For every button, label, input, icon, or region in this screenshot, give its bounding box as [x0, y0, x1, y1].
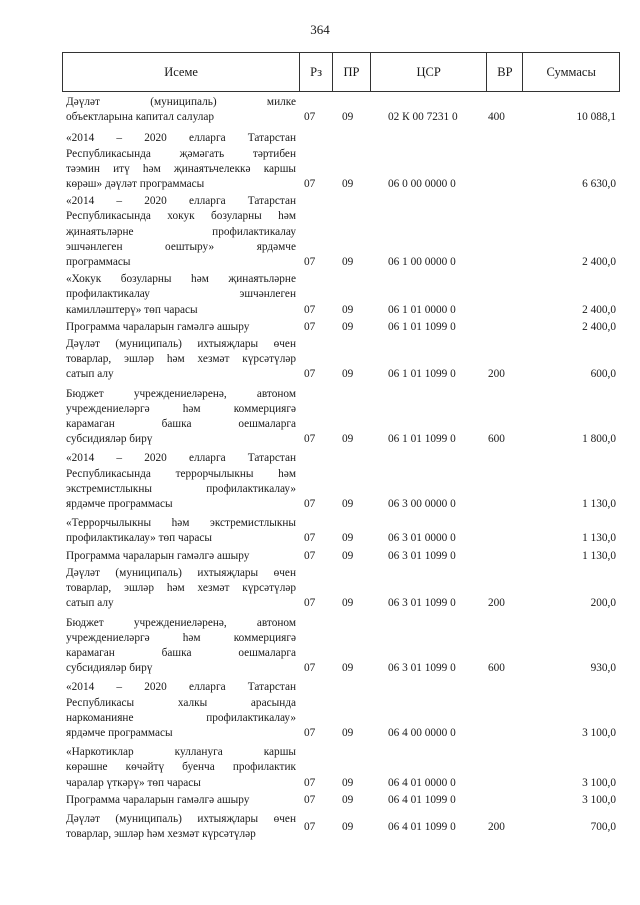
table-row [66, 680, 616, 741]
row-rz: 07 [304, 726, 316, 739]
row-name-line: «Террорчылыкны һәм экстремистлыкны [66, 517, 296, 530]
row-sum: 3 100,0 [582, 726, 616, 739]
row-csr: 06 0 00 0000 0 [388, 178, 456, 191]
row-name-line: учреждениеләргә һәм коммерциягә [66, 402, 296, 415]
row-pr: 09 [342, 498, 354, 511]
row-rz: 07 [304, 549, 316, 562]
row-rz: 07 [304, 662, 316, 675]
row-sum: 2 400,0 [582, 303, 616, 316]
row-rz: 07 [304, 368, 316, 381]
row-name-line: «Наркотиклар куллануга каршы [66, 746, 296, 759]
row-name [66, 680, 296, 741]
row-csr: 06 3 01 0000 0 [388, 532, 456, 545]
row-sum: 10 088,1 [576, 111, 616, 124]
row-pr: 09 [342, 820, 354, 833]
table-row [66, 95, 616, 125]
row-name [66, 566, 296, 612]
row-name-line: сатып алу [66, 597, 114, 610]
row-name [66, 793, 296, 808]
row-name-line: эшчәнлеген оештыру» ярдәмче [66, 240, 296, 253]
row-rz: 07 [304, 433, 316, 446]
row-pr: 09 [342, 662, 354, 675]
row-name [66, 812, 296, 842]
row-name-line: ярдәмче программасы [66, 726, 173, 739]
row-name-line: камилләштерү» төп чарасы [66, 303, 198, 316]
row-pr: 09 [342, 597, 354, 610]
row-name-line: җинаятьләрне профилактикалау [66, 225, 296, 238]
row-name [66, 320, 296, 335]
table-row [66, 387, 616, 448]
row-name-line: «2014 – 2020 елларга Татарстан [66, 132, 296, 145]
table-row [66, 745, 616, 791]
row-vr: 200 [488, 820, 505, 833]
row-csr: 06 4 01 0000 0 [388, 776, 456, 789]
table-header [62, 52, 620, 92]
table-row [66, 793, 616, 808]
row-name [66, 616, 296, 677]
row-name-line: ярдәмче программасы [66, 498, 173, 511]
table-body [66, 95, 616, 842]
row-name [66, 451, 296, 512]
row-rz: 07 [304, 532, 316, 545]
row-name-line: профилактикалау» төп чарасы [66, 532, 213, 545]
row-name [66, 549, 296, 564]
row-vr: 600 [488, 662, 505, 675]
row-csr: 06 3 01 1099 0 [388, 662, 456, 675]
table-row [66, 812, 616, 842]
row-rz: 07 [304, 597, 316, 610]
row-csr: 06 1 01 1099 0 [388, 320, 456, 333]
row-csr: 06 3 00 0000 0 [388, 498, 456, 511]
row-csr: 06 1 01 0000 0 [388, 303, 456, 316]
row-name-line: товарлар, эшләр һәм хезмәт күрсәтүләр [66, 353, 296, 366]
row-name-line: Бюджет учреждениеләренә, автоном [66, 616, 296, 629]
row-sum: 700,0 [590, 820, 616, 833]
row-name-line: Республикасында хокук бозуларны һәм [66, 210, 296, 223]
row-rz: 07 [304, 820, 316, 833]
row-name-line: учреждениеләргә һәм коммерциягә [66, 631, 296, 644]
row-name-line: карамаган башка оешмаларга [66, 418, 296, 431]
table-row [66, 131, 616, 192]
row-name-line: көрәш» дәүләт программасы [66, 178, 205, 191]
row-name-line: Программа чараларын гамәлгә ашыру [66, 793, 250, 806]
row-name-line: көрәшне көчәйтү буенча профилактик [66, 761, 296, 774]
row-sum: 1 800,0 [582, 433, 616, 446]
row-name [66, 337, 296, 383]
row-name-line: программасы [66, 256, 131, 269]
row-pr: 09 [342, 549, 354, 562]
row-name-line: Дәүләт (муниципаль) ихтыяҗлары өчен [66, 812, 296, 825]
row-vr: 200 [488, 368, 505, 381]
row-name-line: экстремистлыкны профилактикалау» [66, 482, 296, 495]
row-sum: 1 130,0 [582, 498, 616, 511]
row-rz: 07 [304, 498, 316, 511]
row-name [66, 131, 296, 192]
table-row [66, 516, 616, 546]
row-pr: 09 [342, 726, 354, 739]
row-name-line: субсидияләр бирү [66, 433, 153, 446]
row-sum: 3 100,0 [582, 793, 616, 806]
row-name-line: Дәүләт (муниципаль) ихтыяҗлары өчен [66, 566, 296, 579]
row-pr: 09 [342, 368, 354, 381]
row-name [66, 272, 296, 318]
row-sum: 6 630,0 [582, 178, 616, 191]
row-sum: 1 130,0 [582, 532, 616, 545]
row-name-line: товарлар, эшләр һәм хезмәт күрсәтүләр [66, 582, 296, 595]
row-name-line: субсидияләр бирү [66, 662, 153, 675]
row-name-line: «Хокук бозуларны һәм җинаятьләрне [66, 273, 296, 286]
row-csr: 06 4 01 1099 0 [388, 793, 456, 806]
table-row [66, 320, 616, 335]
row-name-line: «2014 – 2020 елларга Татарстан [66, 195, 296, 208]
row-sum: 600,0 [590, 368, 616, 381]
row-rz: 07 [304, 776, 316, 789]
row-pr: 09 [342, 178, 354, 191]
row-sum: 2 400,0 [582, 256, 616, 269]
header-pr: ПР [333, 53, 371, 91]
row-rz: 07 [304, 303, 316, 316]
row-csr: 06 1 01 1099 0 [388, 433, 456, 446]
row-pr: 09 [342, 776, 354, 789]
row-name-line: Программа чараларын гамәлгә ашыру [66, 320, 250, 333]
table-row [66, 549, 616, 564]
row-pr: 09 [342, 320, 354, 333]
header-vr: ВР [487, 53, 523, 91]
header-rz: Рз [300, 53, 333, 91]
page-number: 364 [310, 22, 330, 37]
row-rz: 07 [304, 256, 316, 269]
table-row [66, 566, 616, 612]
row-name-line: объектларына капитал салулар [66, 111, 215, 124]
row-name [66, 95, 296, 125]
row-vr: 600 [488, 433, 505, 446]
row-pr: 09 [342, 303, 354, 316]
header-csr: ЦСР [371, 53, 488, 91]
row-name-line: карамаган башка оешмаларга [66, 646, 296, 659]
row-sum: 930,0 [590, 662, 616, 675]
row-name [66, 516, 296, 546]
row-pr: 09 [342, 793, 354, 806]
row-name-line: чаралар үткәрү» төп чарасы [66, 776, 201, 789]
row-name-line: Республикасында җәмәгать тәртибен [66, 147, 296, 160]
row-name-line: «2014 – 2020 елларга Татарстан [66, 452, 296, 465]
table-row [66, 194, 616, 270]
header-sum: Суммасы [546, 64, 596, 79]
row-rz: 07 [304, 111, 316, 124]
row-name-line: Республикасы халкы арасында [66, 696, 296, 709]
row-csr: 06 3 01 1099 0 [388, 549, 456, 562]
row-name [66, 387, 296, 448]
row-name-line: Программа чараларын гамәлгә ашыру [66, 549, 250, 562]
row-name-line: наркоманияне профилактикалау» [66, 711, 296, 724]
row-rz: 07 [304, 320, 316, 333]
row-rz: 07 [304, 793, 316, 806]
row-sum: 3 100,0 [582, 776, 616, 789]
row-name-line: «2014 – 2020 елларга Татарстан [66, 681, 296, 694]
row-pr: 09 [342, 256, 354, 269]
row-name-line: товарлар, эшләр һәм хезмәт күрсәтүләр [66, 828, 256, 841]
row-name-line: Республикасында террорчылыкны һәм [66, 467, 296, 480]
row-name-line: Бюджет учреждениеләренә, автоном [66, 387, 296, 400]
row-vr: 400 [488, 111, 505, 124]
row-csr: 06 4 00 0000 0 [388, 726, 456, 739]
row-name-line: Дәүләт (муниципаль) милке [66, 96, 296, 108]
row-name [66, 194, 296, 270]
row-pr: 09 [342, 433, 354, 446]
row-name-line: сатып алу [66, 368, 114, 381]
row-sum: 1 130,0 [582, 549, 616, 562]
header-name: Исеме [63, 53, 300, 91]
row-sum: 2 400,0 [582, 320, 616, 333]
row-name-line: тәэмин итү һәм җинаятьчелеккә каршы [66, 162, 296, 175]
row-pr: 09 [342, 111, 354, 124]
row-sum: 200,0 [590, 597, 616, 610]
row-csr: 06 1 00 0000 0 [388, 256, 456, 269]
row-csr: 06 4 01 1099 0 [388, 820, 456, 833]
table-row [66, 337, 616, 383]
row-pr: 09 [342, 532, 354, 545]
row-name [66, 745, 296, 791]
row-name-line: Дәүләт (муниципаль) ихтыяҗлары өчен [66, 338, 296, 351]
row-name-line: профилактикалау эшчәнлеген [66, 288, 296, 301]
table-row [66, 616, 616, 677]
table-row [66, 272, 616, 318]
table-row [66, 451, 616, 512]
row-csr: 06 1 01 1099 0 [388, 368, 456, 381]
row-csr: 06 3 01 1099 0 [388, 597, 456, 610]
row-vr: 200 [488, 597, 505, 610]
row-rz: 07 [304, 178, 316, 191]
row-csr: 02 К 00 7231 0 [388, 111, 458, 124]
